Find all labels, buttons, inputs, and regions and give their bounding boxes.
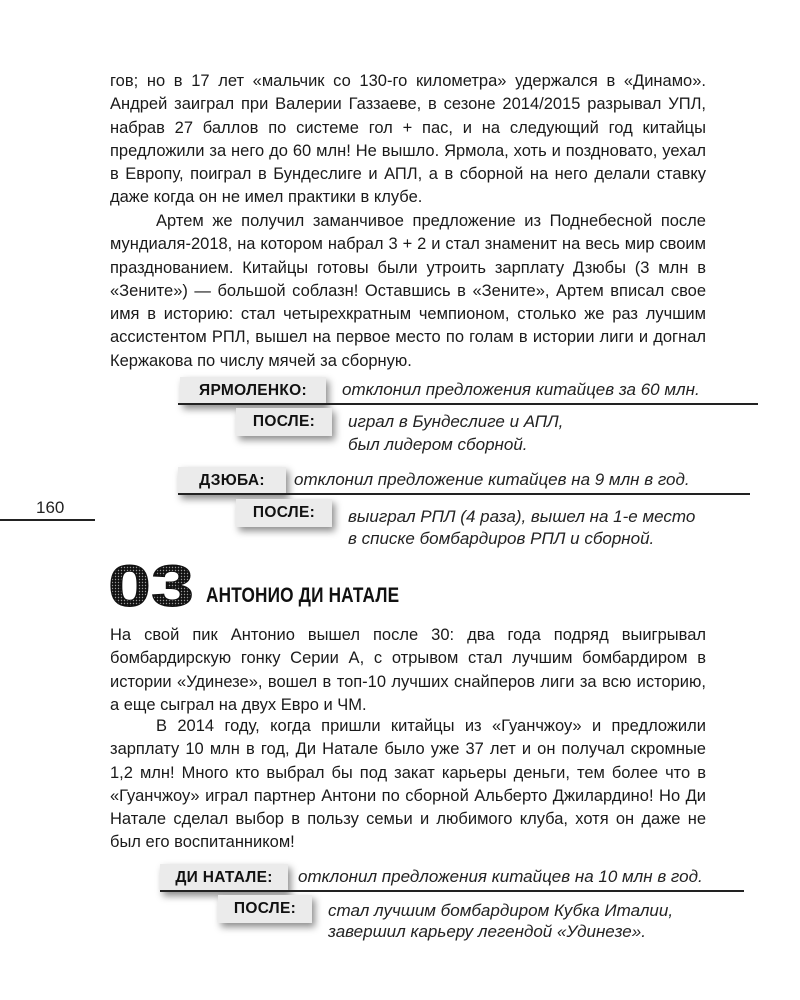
callout-text: отклонил предложение китайцев на 9 млн в год. <box>294 470 690 489</box>
paragraph-dzyuba: Артем же получил заманчивое предложение из Поднебесной после мундиаля-2018, на котором набрал 3 + 2 и стал знаменит на весь мир своим празднованием. Китайцы готовы были утроить зарплату Дзюбы (3 млн в «Зените») — большой соблазн! Оставшись в «Зените», Артем вписал свое имя в историю: стал четырехкратным чемпионом, столько же раз лучшим ассистентом РПЛ, вышел на первое место по голам в истории лиги и догнал Кержакова по числу мячей за сборную. <box>110 212 706 370</box>
divider <box>178 493 750 495</box>
section-number-graphic <box>108 563 196 607</box>
after-line: выиграл РПЛ (4 раза), вышел на 1-е место <box>348 507 696 526</box>
after-label: ПОСЛЕ: <box>236 499 332 527</box>
after-line: стал лучшим бомбардиром Кубка Италии, <box>328 901 674 920</box>
after-label: ПОСЛЕ: <box>236 408 332 436</box>
section-number: 03 <box>108 563 194 607</box>
after-line: в списке бомбардиров РПЛ и сборной. <box>348 529 655 548</box>
paragraph-yarmolenko: гов; но в 17 лет «мальчик со 130-го километра» удержался в «Динамо». Андрей заиграл при Валерии Газзаеве, в сезоне 2014/2015 разрывал УПЛ, набрав 27 баллов по системе гол + пас, и на следующий год китайцы предложили за него до 60 млн! Не вышло. Ярмола, хоть и поздновато, уехал в Европу, поиграл в Бундеслиге и АПЛ, а в сборной на него делали ставку даже когда он не имел практики в клубе. <box>110 72 706 207</box>
callout-label: ЯРМОЛЕНКО: <box>180 377 326 405</box>
page-number-rule <box>0 519 95 521</box>
after-line: завершил карьеру легендой «Удинезе». <box>328 922 646 941</box>
callout-label: ДИ НАТАЛЕ: <box>160 864 288 892</box>
page-number: 160 <box>36 498 65 517</box>
callout-text: отклонил предложения китайцев на 10 млн в год. <box>298 867 703 886</box>
callout-label: ДЗЮБА: <box>178 467 286 495</box>
after-label: ПОСЛЕ: <box>218 895 312 923</box>
divider <box>160 890 744 892</box>
paragraph-di-natale-choice: В 2014 году, когда пришли китайцы из «Гуанчжоу» и предложили зарплату 10 млн в год, Ди Натале было уже 37 лет и он получал скромные 1,2 млн! Много кто выбрал бы под закат карьеры деньги, тем более что в «Гуанчжоу» играл партнер Антони по сборной Альберто Джилардино! Но Ди Натале сделал выбор в пользу семьи и любимого клуба, хотя он даже не был его воспитанником! <box>110 717 706 852</box>
callout-text: отклонил предложения китайцев за 60 млн. <box>342 380 700 399</box>
section-title: АНТОНИО ДИ НАТАЛЕ <box>206 584 400 607</box>
divider <box>178 403 758 405</box>
paragraph-di-natale-career: На свой пик Антонио вышел после 30: два года подряд выигрывал бомбардирскую гонку Серии А, с отрывом стал лучшим бомбардиром в истории «Удинезе», вошел в топ-10 лучших снайперов лиги за всю историю, а еще сыграл на двух Евро и ЧМ. <box>110 626 706 714</box>
after-line: играл в Бундеслиге и АПЛ, <box>348 412 564 431</box>
after-line: был лидером сборной. <box>348 435 528 454</box>
